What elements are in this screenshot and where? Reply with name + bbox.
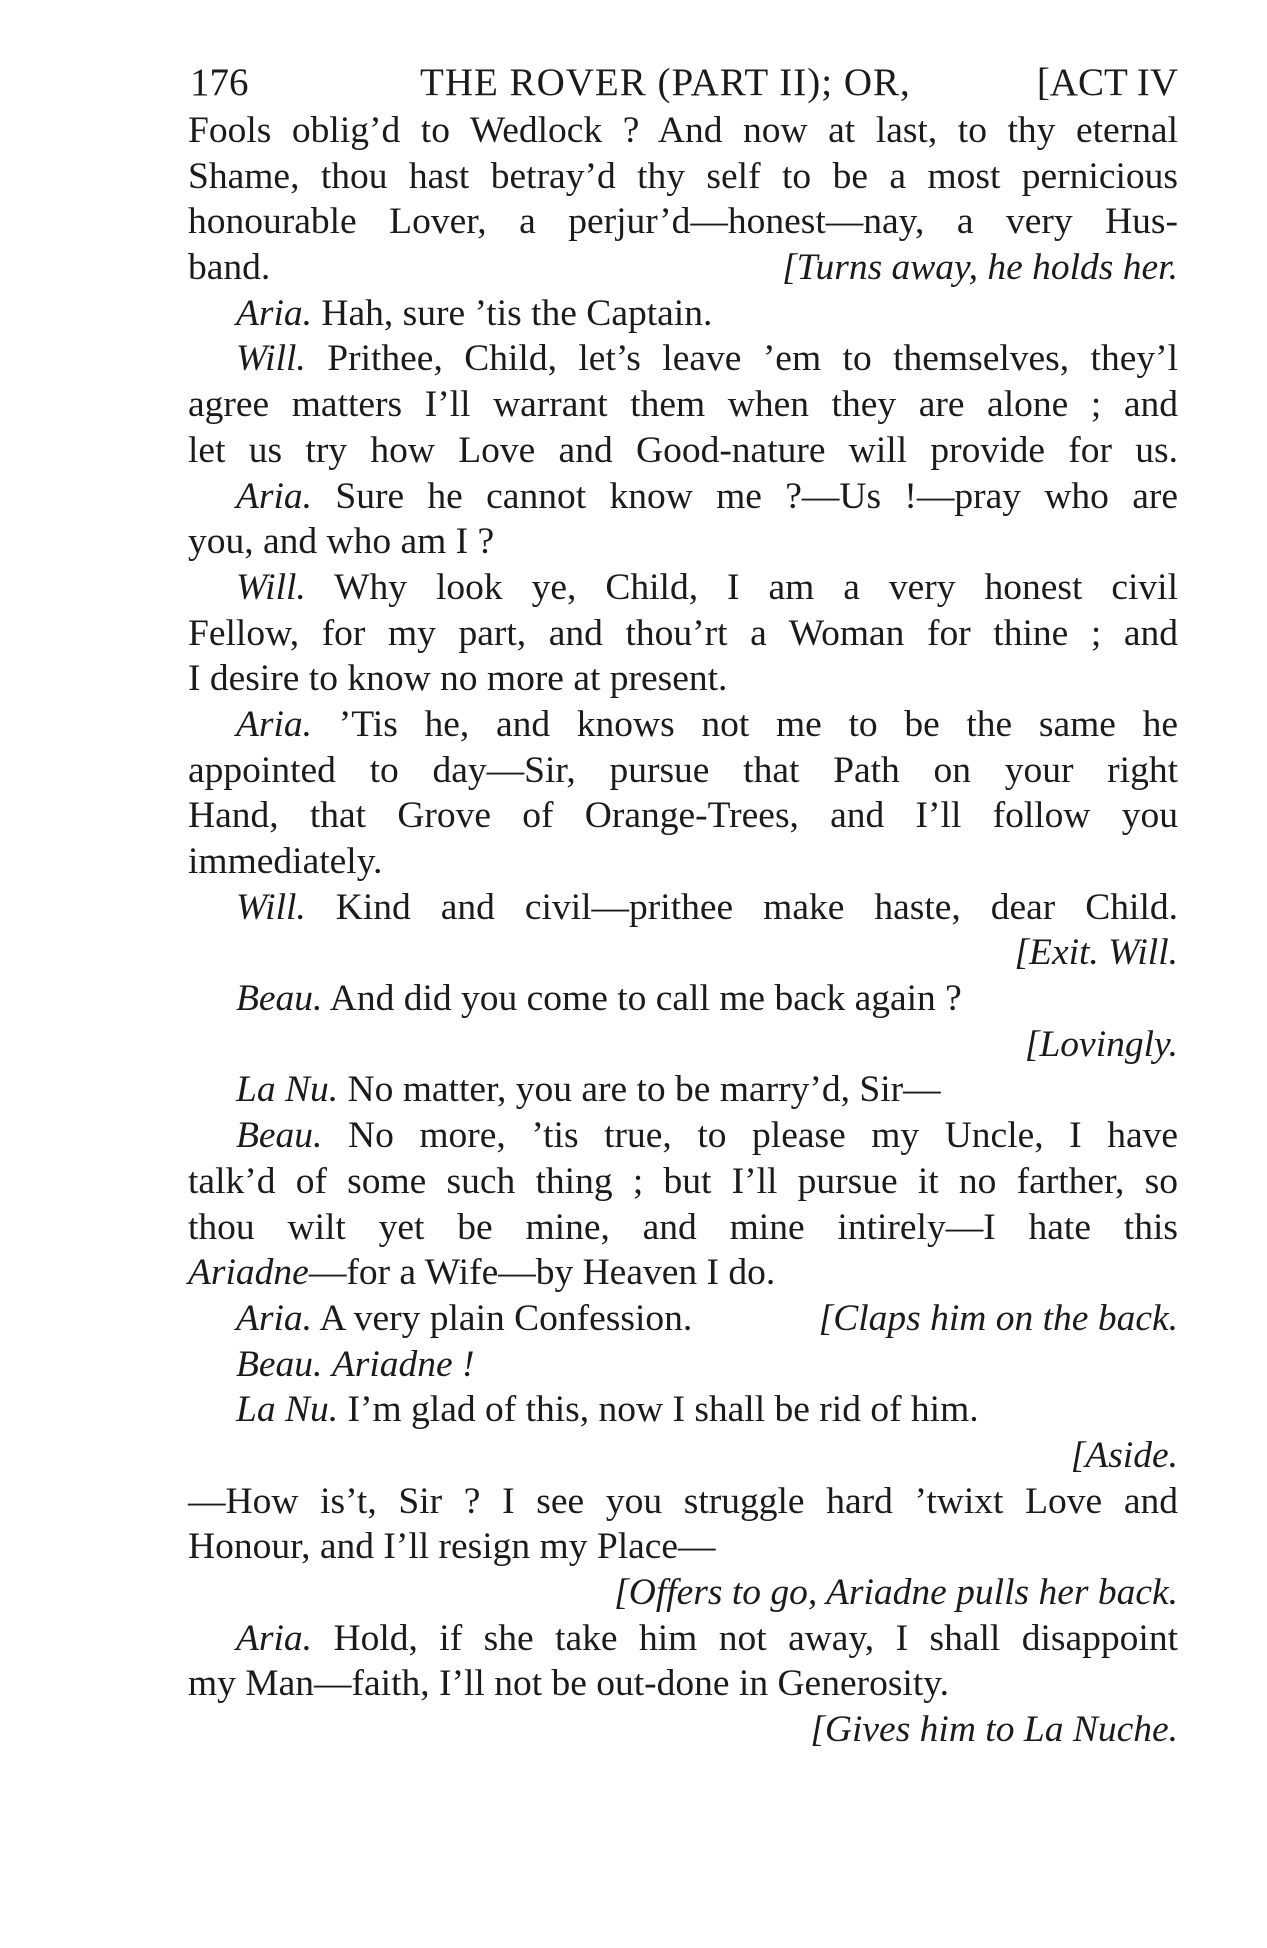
speech-line <box>188 1342 1178 1388</box>
speaker-name: Will. <box>236 338 306 380</box>
text-line: Ariadne—for a Wife—by Heaven I do. <box>188 1252 776 1294</box>
speech-line: Aria. Sure he cannot know me ?—Us !—pray who are <box>236 475 1179 517</box>
speech-line: Beau. No more, ’tis true, to please my Uncle, I have <box>236 1115 1178 1157</box>
text-line: I desire to know no more at present. <box>188 658 728 700</box>
character-name: Ariadne <box>188 1252 309 1294</box>
stage-direction-line <box>188 1022 1178 1068</box>
book-page <box>188 58 1178 1753</box>
stage-direction: [Claps him on the back. <box>818 1297 1178 1339</box>
stage-direction: [Offers to go, Ariadne pulls her back. <box>614 1572 1178 1613</box>
stage-direction-line <box>188 930 1178 976</box>
act-marker: [ACT IV <box>1036 61 1178 104</box>
speaker-name: Aria. <box>236 1617 313 1659</box>
speaker-name: Aria. <box>236 292 313 334</box>
stage-direction: [Aside. <box>1070 1434 1178 1476</box>
text-line: Shame, thou hast betray’d thy self to be a most pernicious <box>188 155 1178 197</box>
text-line: immediately. <box>188 841 383 882</box>
text-line: let us try how Love and Good-nature will provide for us. <box>188 429 1178 471</box>
text-line: Hand, that Grove of Orange-Trees, and I’ll follow you <box>188 795 1178 837</box>
stage-direction: [Gives him to La Nuche. <box>810 1709 1178 1751</box>
speech-line: Beau. And did you come to call me back again ? <box>236 978 962 1020</box>
text-line: my Man—faith, I’ll not be out-done in Generosity. <box>188 1663 949 1705</box>
speech-line: La Nu. I’m glad of this, now I shall be rid of him. <box>236 1389 979 1431</box>
speaker-name: Beau. <box>236 1343 323 1385</box>
speech-line: Will. Prithee, Child, let’s leave ’em to themselves, they’l <box>236 338 1179 380</box>
speaker-name: Beau. <box>236 1115 323 1157</box>
running-head <box>188 58 1178 108</box>
text-line: thou wilt yet be mine, and mine intirely—I hate this <box>188 1206 1178 1248</box>
speaker-name: Aria. <box>236 475 313 517</box>
running-title: THE ROVER (PART II); OR, <box>420 61 911 104</box>
text-line: —How is’t, Sir ? I see you struggle hard ’twixt Love and <box>188 1480 1178 1522</box>
speaker-name: Will. <box>236 886 306 928</box>
text-line: Fools oblig’d to Wedlock ? And now at last, to thy eternal <box>188 110 1178 151</box>
stage-direction-line <box>188 1433 1178 1479</box>
speech-line: La Nu. No matter, you are to be marry’d, Sir— <box>236 1069 941 1111</box>
speech-line: Aria. A very plain Confession. [Claps him on the back. <box>188 1296 1178 1342</box>
text-line: appointed to day—Sir, pursue that Path on your right <box>188 749 1178 791</box>
text-line: you, and who am I ? <box>188 521 495 563</box>
stage-direction-line <box>188 1707 1178 1753</box>
text-line: Fellow, for my part, and thou’rt a Woman for thine ; and <box>188 612 1178 654</box>
speech-line: Will. Why look ye, Child, I am a very honest civil <box>236 566 1178 608</box>
speech-line: Aria. Hold, if she take him not away, I shall disappoint <box>236 1617 1178 1659</box>
text-line: band. [Turns away, he holds her. <box>188 245 1178 291</box>
text-line: honourable Lover, a perjur’d—honest—nay, a very Hus- <box>188 201 1178 243</box>
text-line: talk’d of some such thing ; but I’ll pursue it no farther, so <box>188 1160 1178 1202</box>
stage-direction: [Turns away, he holds her. <box>782 247 1178 289</box>
text-line: agree matters I’ll warrant them when they are alone ; and <box>188 384 1178 426</box>
speaker-name: La Nu. <box>236 1069 339 1111</box>
text-line: Honour, and I’ll resign my Place— <box>188 1526 716 1568</box>
stage-direction-line <box>188 1570 1178 1616</box>
character-name: Ariadne ! <box>331 1343 475 1385</box>
speaker-name: La Nu. <box>236 1389 339 1431</box>
speaker-name: Aria. <box>236 1297 313 1339</box>
speech-line: Aria. Hah, sure ’tis the Captain. <box>236 292 713 334</box>
stage-direction: [Exit. Will. <box>1014 932 1178 974</box>
play-text <box>188 108 1178 1753</box>
page-number: 176 <box>190 61 249 104</box>
speaker-name: Beau. <box>236 978 323 1020</box>
stage-direction: [Lovingly. <box>1024 1023 1178 1065</box>
speech-line: Aria. ’Tis he, and knows not me to be the same he <box>236 703 1179 745</box>
speech-line: Will. Kind and civil—prithee make haste, dear Child. <box>236 886 1178 928</box>
speaker-name: Aria. <box>236 703 313 745</box>
speaker-name: Will. <box>236 566 306 608</box>
